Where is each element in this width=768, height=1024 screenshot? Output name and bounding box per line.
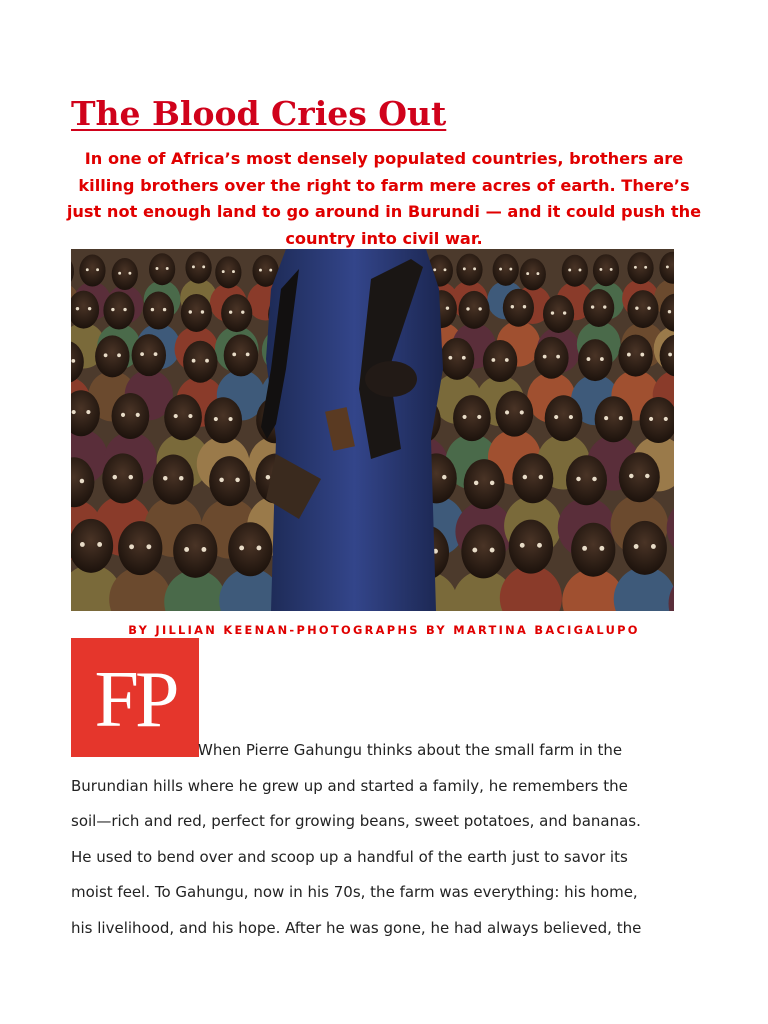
crowd-photo-illustration: [71, 249, 674, 611]
article-subtitle: In one of Africa’s most densely populated countries, brothers are killing brothers over the right to farm mere acres of earth. There’s just not enough land to go around in Burundi — and it could push the country into civil war.: [66, 149, 702, 248]
body-line: soil—rich and red, perfect for growing beans, sweet potatoes, and bananas.: [71, 812, 641, 831]
body-line: his livelihood, and his hope. After he was gone, he had always believed, the: [71, 918, 642, 937]
body-line: When Pierre Gahungu thinks about the small farm in the: [198, 741, 623, 759]
article-body: [71, 733, 696, 947]
article-photo: [71, 249, 674, 611]
fp-logo-text: FP: [94, 655, 176, 744]
article-byline: BY JILLIAN KEENAN-PHOTOGRAPHS BY MARTINA BACIGALUPO: [128, 623, 640, 637]
body-line: He used to bend over and scoop up a handful of the earth just to savor its: [71, 847, 628, 866]
article-title: The Blood Cries Out: [71, 94, 447, 133]
body-line: moist feel. To Gahungu, now in his 70s, the farm was everything: his home,: [71, 883, 638, 902]
armed-soldier: [261, 249, 443, 611]
body-line: Burundian hills where he grew up and started a family, he remembers the: [71, 776, 628, 795]
